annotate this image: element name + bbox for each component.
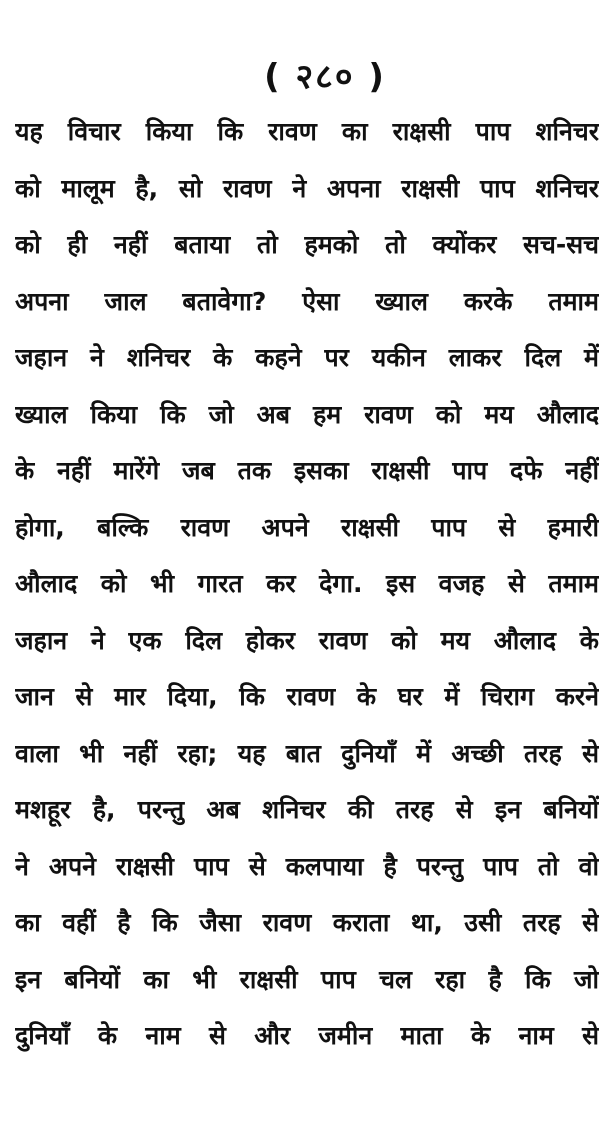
text-line: जान से मार दिया, कि रावण के घर में चिराग करने [15, 682, 599, 711]
text-line: होगा, बल्कि रावण अपने राक्षसी पाप से हमारी [15, 512, 599, 542]
text-line: के नहीं मारेंगे जब तक इसका राक्षसी पाप दफे नहीं [15, 456, 599, 485]
text-line: को ही नहीं बताया तो हमको तो क्योंकर सच-सच [15, 230, 599, 259]
text-line: वाला भी नहीं रहा; यह बात दुनियाँ में अच्छी तरह से [15, 738, 599, 768]
body-text [15, 104, 599, 1065]
page-number: ( २८० ) [264, 57, 386, 97]
text-line: यह विचार किया कि रावण का राक्षसी पाप शनिचर [15, 117, 599, 146]
text-line: जहान ने शनिचर के कहने पर यकीन लाकर दिल में [15, 343, 599, 372]
text-line: का वहीं है कि जैसा रावण कराता था, उसी तरह से [15, 908, 599, 937]
text-line: को मालूम है, सो रावण ने अपना राक्षसी पाप शनिचर [15, 173, 599, 203]
text-line: मशहूर है, परन्तु अब शनिचर की तरह से इन बनियों [15, 795, 599, 824]
text-line: दुनियाँ के नाम से और जमीन माता के नाम से [15, 1021, 599, 1050]
text-line: इन बनियों का भी राक्षसी पाप चल रहा है कि जो [15, 964, 599, 994]
text-line: ख्याल किया कि जो अब हम रावण को मय औलाद [15, 399, 599, 429]
text-line: जहान ने एक दिल होकर रावण को मय औलाद के [15, 625, 599, 655]
text-line: ने अपने राक्षसी पाप से कलपाया है परन्तु पाप तो वो [15, 851, 599, 881]
text-line: अपना जाल बतावेगा? ऐसा ख्याल करके तमाम [15, 286, 599, 316]
text-line: औलाद को भी गारत कर देगा. इस वजह से तमाम [15, 569, 599, 598]
